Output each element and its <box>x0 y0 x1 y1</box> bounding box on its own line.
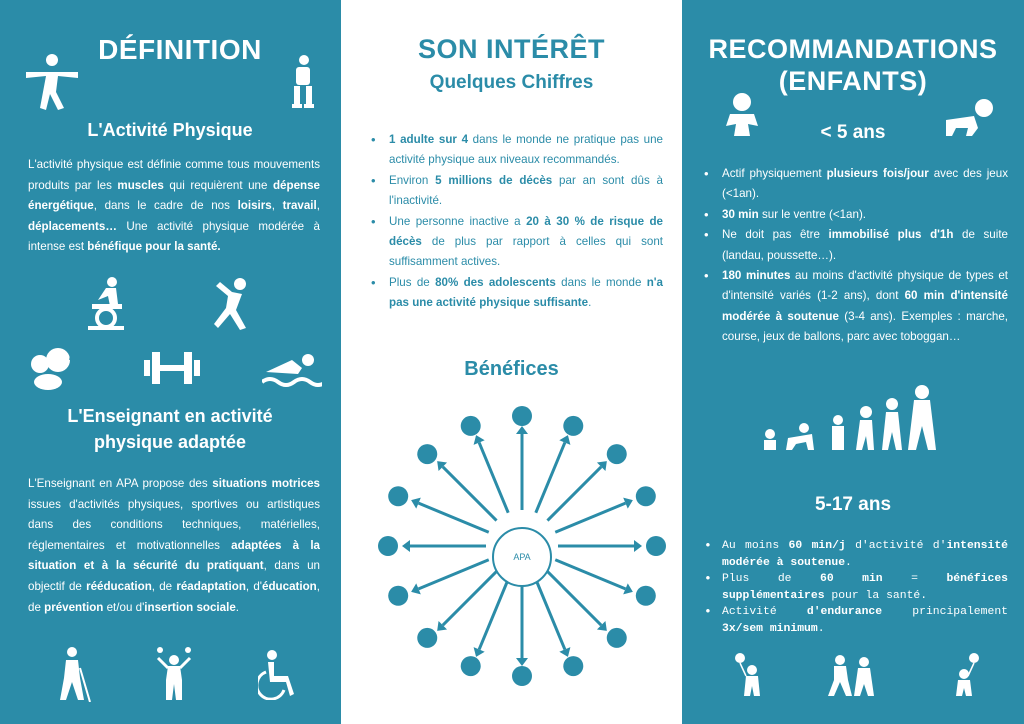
bullet-item <box>700 164 1008 205</box>
apa-center-label: APA <box>492 527 552 587</box>
bullet-item <box>367 212 663 273</box>
body-text: Ne doit pas être <box>722 228 829 242</box>
benefit-arrow <box>536 443 565 513</box>
recommendations-title-2: (ENFANTS) <box>778 66 928 96</box>
emphasis-text: bénéfices supplémentaires <box>722 573 1008 602</box>
benefit-arrow <box>547 467 601 521</box>
body-text: au moins d'activité physique de types et d'intensité variés (1-2 ans), dont <box>722 269 1008 303</box>
apa-teacher-text <box>28 474 320 618</box>
benefit-icon <box>378 536 398 556</box>
emphasis-text: réadaptation <box>176 579 246 593</box>
benefits-title: Bénéfices <box>464 358 559 380</box>
blind-walker-icon <box>52 646 92 702</box>
body-text: , de <box>28 579 321 614</box>
bullet-item <box>700 571 1008 604</box>
body-text: Actif physiquement <box>722 167 827 180</box>
benefit-icon <box>461 416 481 436</box>
emphasis-text: plusieurs fois/jour <box>826 167 929 180</box>
benefit-arrow <box>443 467 497 521</box>
age-5-17-label: 5-17 ans <box>814 494 892 515</box>
body-text: de suite (landau, poussette…). <box>722 228 1008 262</box>
yoga-pose-icon <box>24 52 80 114</box>
body-text: Plus de <box>722 573 820 586</box>
emphasis-text: situations motrices <box>212 477 320 490</box>
benefit-arrow <box>479 579 508 649</box>
body-text: Plus de <box>389 275 436 289</box>
bullet-item <box>700 604 1008 637</box>
emphasis-text: prévention <box>44 600 104 614</box>
apa-teacher-subtitle-1: L'Enseignant en activité <box>67 406 273 426</box>
body-text: par an sont dûs à l'inactivité. <box>389 173 664 208</box>
body-text: . <box>845 556 852 569</box>
benefit-arrow <box>419 560 489 589</box>
emphasis-text: loisirs <box>237 199 272 213</box>
benefit-arrowhead <box>634 540 642 552</box>
body-text: avec des jeux (<1an). <box>722 167 1008 201</box>
prosthetic-legs-icon <box>282 54 322 110</box>
emphasis-text: 60 min d'intensité modérée à soutenue <box>722 289 1008 323</box>
sports-balls-icon <box>28 346 76 392</box>
body-text: , dans un objectif de <box>28 559 320 593</box>
stretching-icon <box>210 276 254 332</box>
benefit-icon <box>388 486 408 506</box>
child-with-balloon-icon <box>734 652 764 698</box>
body-text: . <box>588 296 592 310</box>
interest-title: SON INTÉRÊT <box>417 34 605 64</box>
benefit-icon <box>607 628 627 648</box>
benefit-icon <box>417 628 437 648</box>
benefit-arrowhead <box>402 540 410 552</box>
emphasis-text: intensité modérée à soutenue <box>722 540 1008 569</box>
body-text: , d' <box>245 579 263 593</box>
body-text: Environ <box>389 173 436 187</box>
emphasis-text: travail <box>282 199 317 213</box>
benefit-icon <box>512 666 532 686</box>
benefit-arrow <box>536 579 565 649</box>
emphasis-text: adaptées à la situation et à la sécurité du pratiquant <box>28 538 321 573</box>
body-text: Activité <box>722 606 807 619</box>
emphasis-text: 60 min/j <box>788 540 846 552</box>
benefit-icon <box>461 656 481 676</box>
body-text: qui requièrent une <box>163 178 273 192</box>
bullet-item <box>700 266 1008 348</box>
bullet-item <box>367 171 663 212</box>
figures-list <box>367 130 663 314</box>
wheelchair-icon <box>258 650 298 700</box>
bullet-item <box>700 225 1008 266</box>
benefit-arrow <box>547 571 601 625</box>
emphasis-text: éducation <box>262 579 317 593</box>
recommendations-panel <box>682 0 1024 724</box>
body-text: de plus par rapport à celles qui sont suffisamment actives. <box>389 235 663 269</box>
benefit-arrow <box>555 503 625 532</box>
benefit-icon <box>563 656 583 676</box>
activity-definition-text <box>28 155 320 258</box>
benefit-icon <box>512 406 532 426</box>
emphasis-text: 60 min <box>819 573 883 586</box>
crawling-baby-icon <box>942 98 996 138</box>
emphasis-text: 5 millions de décès <box>435 173 553 187</box>
emphasis-text: 80% des adolescents <box>435 275 556 289</box>
emphasis-text: immobilisé plus d'1h <box>828 228 954 242</box>
body-text: = <box>882 573 947 586</box>
body-text: , <box>316 199 320 213</box>
under-5-recommendations <box>700 164 1008 348</box>
emphasis-text: 1 adulte sur 4 <box>389 133 469 146</box>
body-text: . <box>817 622 825 635</box>
bullet-item <box>367 273 663 314</box>
emphasis-text: 30 min <box>722 207 759 221</box>
dumbbell-icon <box>144 350 200 386</box>
definition-panel <box>0 0 341 724</box>
body-text: Au moins <box>722 540 789 552</box>
benefit-arrow <box>443 571 497 625</box>
benefit-arrowhead <box>516 426 528 434</box>
benefit-arrow <box>479 443 508 513</box>
emphasis-text: 3x/sem minimum <box>722 622 818 635</box>
exercise-bike-icon <box>84 276 128 332</box>
body-text: dans le monde ne pratique pas une activité physique aux niveaux recommandés. <box>389 133 663 167</box>
body-text: . <box>235 600 240 614</box>
body-text: pour la santé. <box>824 589 928 602</box>
age-under-5-label: < 5 ans <box>820 122 886 143</box>
body-text: , de <box>151 579 177 593</box>
benefit-icon <box>563 416 583 436</box>
emphasis-text: muscles <box>117 178 164 192</box>
benefit-icon <box>417 444 437 464</box>
activity-subtitle: L'Activité Physique <box>87 120 253 140</box>
baby-icon <box>722 92 762 138</box>
emphasis-text: dépense énergétique <box>28 178 320 213</box>
benefit-arrow <box>555 560 625 589</box>
figures-subtitle: Quelques Chiffres <box>429 72 594 93</box>
body-text: dans le monde <box>555 275 647 289</box>
benefit-arrow <box>419 503 489 532</box>
definition-title: DÉFINITION <box>98 34 262 65</box>
body-text: Une activité physique modérée à intense est <box>28 219 320 254</box>
body-text: principalement <box>882 606 1008 619</box>
benefit-icon <box>388 586 408 606</box>
juggler-icon <box>152 646 196 702</box>
5-17-recommendations <box>700 538 1008 638</box>
emphasis-text: bénéfique pour la santé. <box>87 240 221 254</box>
emphasis-text: n'a pas une activité physique suffisante <box>389 275 663 310</box>
swimmer-icon <box>262 350 322 390</box>
body-text: , dans le cadre de nos <box>93 199 238 213</box>
bullet-item <box>700 205 1008 225</box>
emphasis-text: insertion sociale <box>144 600 236 614</box>
body-text: , <box>271 199 283 213</box>
emphasis-text: d'endurance <box>806 606 883 619</box>
benefit-icon <box>636 486 656 506</box>
body-text: issues d'activités physiques, sportives ou artistiques dans des conditions techniques, matérielles, réglementaires et motivationnelles <box>28 497 320 552</box>
children-playing-icon <box>826 654 880 698</box>
benefit-icon <box>646 536 666 556</box>
toddler-with-balloon-icon <box>952 652 980 698</box>
benefit-icon <box>636 586 656 606</box>
benefit-icon <box>607 444 627 464</box>
benefit-arrowhead <box>516 658 528 666</box>
body-text: Une personne inactive a <box>389 214 527 228</box>
body-text: sur le ventre (<1an). <box>758 207 867 221</box>
body-text: L'Enseignant en APA propose des <box>28 477 213 490</box>
recommendations-title-1: RECOMMANDATIONS <box>708 34 998 64</box>
body-text: et/ou d' <box>103 600 145 614</box>
body-text: (3-4 ans). Exemples : marche, course, jeux de ballons, parc avec toboggan… <box>722 309 1008 344</box>
emphasis-text: déplacements… <box>28 219 117 233</box>
emphasis-text: 20 à 30 % de risque de décès <box>389 214 663 249</box>
bullet-item <box>367 130 663 171</box>
emphasis-text: 180 minutes <box>722 269 791 283</box>
apa-teacher-subtitle-2: physique adaptée <box>93 432 247 452</box>
child-growth-silhouettes-icon <box>762 378 956 452</box>
bullet-item <box>700 538 1008 571</box>
body-text: d'activité d' <box>845 540 947 552</box>
body-text: L'activité physique est définie comme tous mouvements produits par les <box>28 158 320 192</box>
emphasis-text: rééducation <box>86 579 152 593</box>
